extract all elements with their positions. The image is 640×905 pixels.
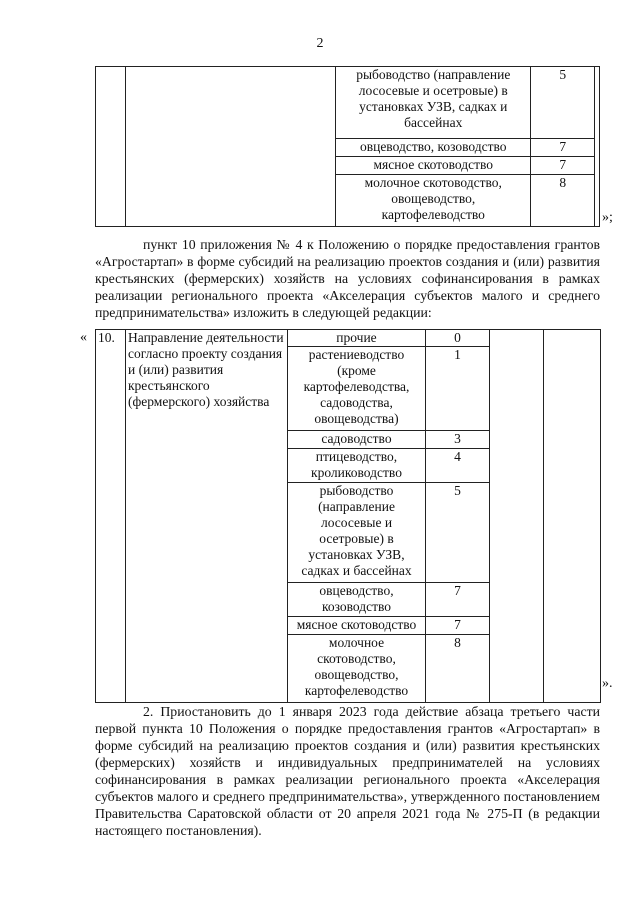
empty-cell — [544, 330, 601, 703]
activity-cell: растениеводство (кроме картофелеводства, садоводства, овощеводства) — [288, 347, 426, 431]
table-row — [96, 67, 600, 139]
amendment-paragraph: пункт 10 приложения № 4 к Положению о порядке предоставления грантов «Агростартап» в форме субсидий на реализацию проектов создания и (или) развития крестьянских (фермерских) хозяйств на условиях софинансирования в рамках реализации регионального проекта «Акселерация субъектов малого и среднего предпринимательства» изложить в следующей редакции: — [95, 237, 600, 320]
activity-cell: рыбоводство (направление лососевые и осетровые) в установках УЗВ, садках и бассейнах — [336, 67, 531, 139]
opening-quote-mark: « — [80, 330, 87, 345]
activity-cell: садоводство — [288, 431, 426, 449]
score-cell: 4 — [426, 449, 490, 483]
empty-cell — [490, 330, 544, 703]
criteria-table-item-10 — [95, 329, 601, 703]
activity-cell: мясное скотоводство — [336, 157, 531, 175]
score-cell: 8 — [531, 175, 595, 227]
empty-cell — [96, 67, 126, 227]
activity-cell: рыбоводство (направление лососевые и осетровые) в установках УЗВ, садках и бассейнах — [288, 483, 426, 583]
row-number-cell: 10. — [96, 330, 126, 703]
suspension-paragraph: 2. Приостановить до 1 января 2023 года действие абзаца третьего части первой пункта 10 Положения о порядке предоставления грантов «Агростартап» в форме субсидий на реализацию проектов создания и (или) развития крестьянских (фермерских) хозяйств и индивидуальных предпринимателей на условиях софинансирования в рамках реализации регионального проекта «Акселерация субъектов малого и среднего предпринимательства», утвержденного постановлением Правительства Саратовской области от 20 апреля 2021 года № 275-П (в редакции настоящего постановления). — [95, 704, 600, 838]
activity-cell: прочие — [288, 330, 426, 347]
score-cell: 5 — [531, 67, 595, 139]
table-row — [96, 330, 601, 347]
empty-cell — [595, 67, 600, 227]
empty-cell — [125, 67, 335, 227]
closing-quote-mark: »; — [602, 210, 613, 225]
score-cell: 7 — [426, 583, 490, 617]
score-cell: 0 — [426, 330, 490, 347]
activity-cell: молочное скотоводство, овощеводство, картофелеводство — [336, 175, 531, 227]
criterion-cell: Направление деятельности согласно проекту создания и (или) развития крестьянского (фермерского) хозяйства — [126, 330, 288, 703]
activity-cell: овцеводство, козоводство — [336, 139, 531, 157]
page-number: 2 — [316, 36, 324, 51]
activity-cell: мясное скотоводство — [288, 617, 426, 635]
activity-cell: птицеводство, кролиководство — [288, 449, 426, 483]
score-cell: 3 — [426, 431, 490, 449]
score-cell: 8 — [426, 635, 490, 703]
score-cell: 7 — [426, 617, 490, 635]
closing-quote-mark: ». — [602, 676, 613, 691]
score-cell: 5 — [426, 483, 490, 583]
activity-cell: овцеводство, козоводство — [288, 583, 426, 617]
score-cell: 7 — [531, 157, 595, 175]
score-cell: 1 — [426, 347, 490, 431]
criteria-table-continuation — [95, 66, 600, 227]
activity-cell: молочное скотоводство, овощеводство, картофелеводство — [288, 635, 426, 703]
score-cell: 7 — [531, 139, 595, 157]
